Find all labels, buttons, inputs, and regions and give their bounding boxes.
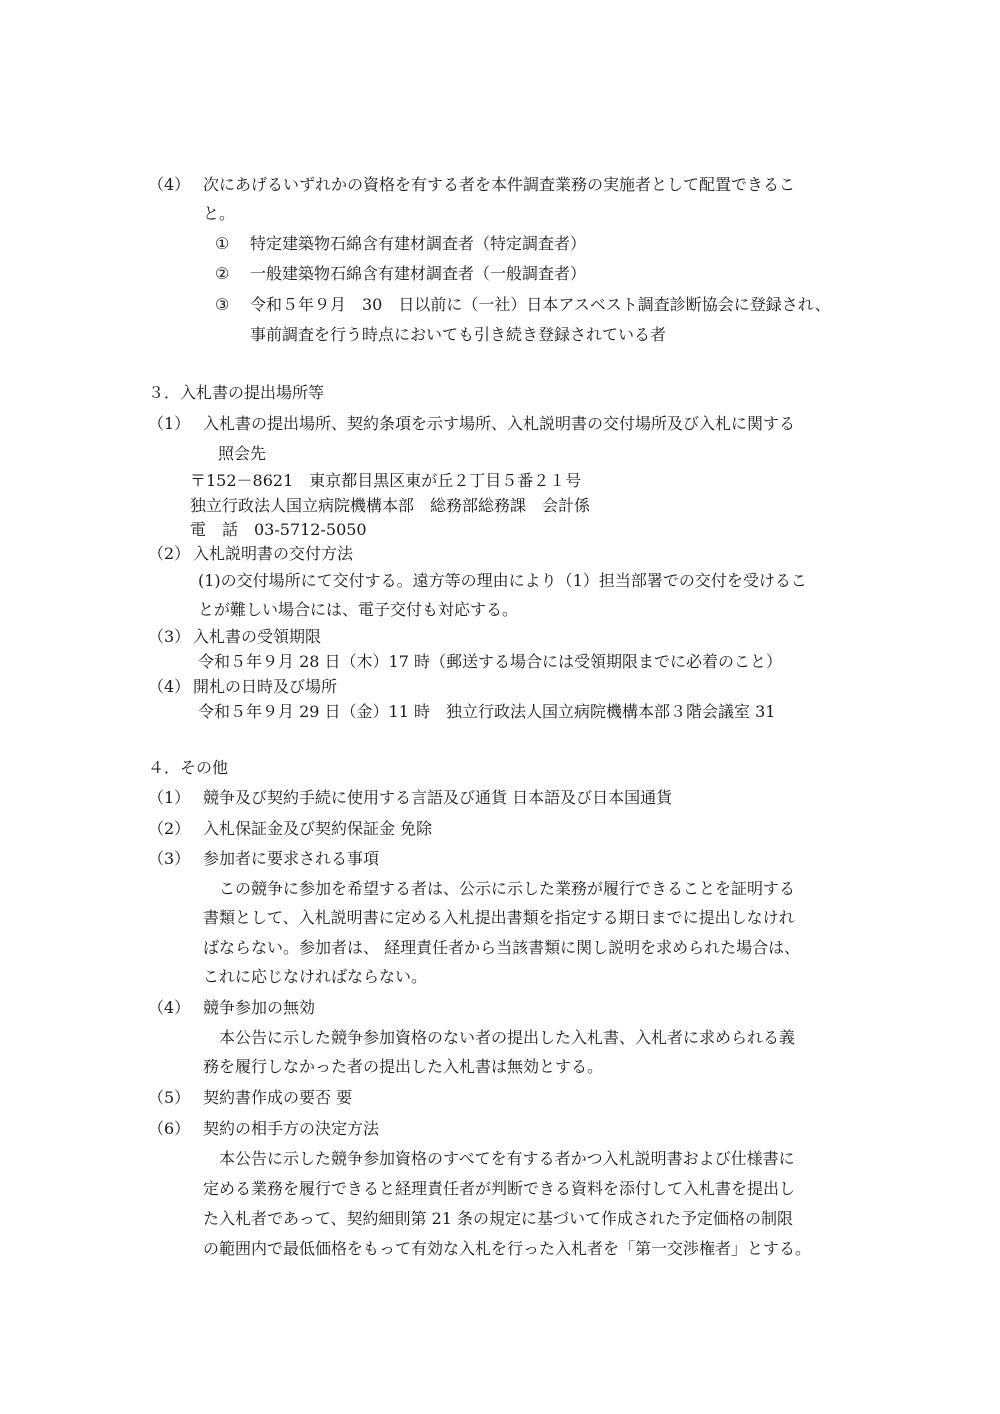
item-number: （5） (148, 1088, 191, 1107)
paragraph-line: 競争及び契約手続に使用する言語及び通貨 日本語及び日本国通貨 (203, 788, 673, 807)
paragraph-line: た入札者であって、契約細則第 21 条の規定に基づいて作成された予定価格の制限 (203, 1209, 794, 1228)
list-marker: ③ (215, 295, 230, 314)
phone-number: 電 話 03-5712-5050 (190, 520, 367, 539)
paragraph-line: 務を履行しなかった者の提出した入札書は無効とする。 (203, 1057, 604, 1076)
item-number: （4） (148, 175, 191, 194)
paragraph-line: 書類として、入札説明書に定める入札提出書類を指定する期日までに提出しなけれ (203, 908, 795, 927)
item-number: （2） (148, 544, 191, 563)
organization-name: 独立行政法人国立病院機構本部 総務部総務課 会計係 (190, 496, 591, 515)
paragraph-line: 次にあげるいずれかの資格を有する者を本件調査業務の実施者として配置できるこ (203, 175, 796, 194)
paragraph-line: 本公告に示した競争参加資格のすべてを有する者かつ入札説明書および仕様書に (219, 1149, 795, 1168)
list-item: 令和５年９月 30 日以前に（一社）日本アスベスト調査診断協会に登録され、 (250, 295, 831, 314)
paragraph-line: とが難しい場合には、電子交付も対応する。 (198, 600, 519, 619)
list-item: 事前調査を行う時点においても引き続き登録されている者 (250, 325, 667, 344)
paragraph-line: 入札保証金及び契約保証金 免除 (203, 819, 433, 838)
item-title: 競争参加の無効 (203, 998, 316, 1017)
item-number: （3） (148, 627, 191, 646)
item-title: 入札書の受領期限 (193, 627, 322, 646)
list-marker: ② (215, 264, 230, 283)
opening-datetime-text: 令和５年９月 29 日（金）11 時 独立行政法人国立病院機構本部３階会議室 31 (198, 702, 776, 721)
list-item: 特定建築物石綿含有建材調査者（特定調査者） (250, 234, 587, 253)
paragraph-line: の範囲内で最低価格をもって有効な入札を行った入札者を「第一交渉権者」とする。 (203, 1239, 812, 1258)
item-number: （3） (148, 849, 191, 868)
paragraph-line: と。 (203, 204, 236, 223)
item-title: 契約の相手方の決定方法 (203, 1119, 380, 1138)
paragraph-line: これに応じなければならない。 (203, 967, 428, 986)
item-title: 参加者に要求される事項 (203, 849, 380, 868)
list-item: 一般建築物石綿含有建材調査者（一般調査者） (250, 264, 587, 283)
item-number: （4） (148, 677, 191, 696)
item-number: （4） (148, 998, 191, 1017)
item-number: （2） (148, 819, 191, 838)
paragraph-line: この競争に参加を希望する者は、公示に示した業務が履行できることを証明する (219, 879, 796, 898)
section-heading: ４．その他 (148, 758, 229, 777)
paragraph-line: 入札書の提出場所、契約条項を示す場所、入札説明書の交付場所及び入札に関する (203, 414, 796, 433)
list-marker: ① (215, 234, 230, 253)
item-number: （1） (148, 788, 191, 807)
paragraph-line: 照会先 (218, 444, 267, 463)
postal-address: 〒152－8621 東京都目黒区東が丘２丁目５番２１号 (190, 471, 582, 490)
paragraph-line: (1)の交付場所にて交付する。遠方等の理由により（1）担当部署での交付を受けるこ (198, 571, 807, 590)
paragraph-line: ばならない。参加者は、 経理責任者から当該書類に関し説明を求められた場合は、 (203, 938, 801, 957)
paragraph-line: 定める業務を履行できると経理責任者が判断できる資料を添付して入札書を提出し (203, 1179, 796, 1198)
item-number: （6） (148, 1119, 191, 1138)
paragraph-line: 本公告に示した競争参加資格のない者の提出した入札書、入札者に求められる義 (219, 1028, 796, 1047)
item-title: 開札の日時及び場所 (193, 677, 338, 696)
item-title: 入札説明書の交付方法 (193, 544, 354, 563)
paragraph-line: 契約書作成の要否 要 (203, 1088, 353, 1107)
deadline-text: 令和５年９月 28 日（木）17 時（郵送する場合には受領期限までに必着のこと） (198, 652, 782, 671)
section-heading: ３．入札書の提出場所等 (148, 383, 325, 402)
item-number: （1） (148, 414, 191, 433)
